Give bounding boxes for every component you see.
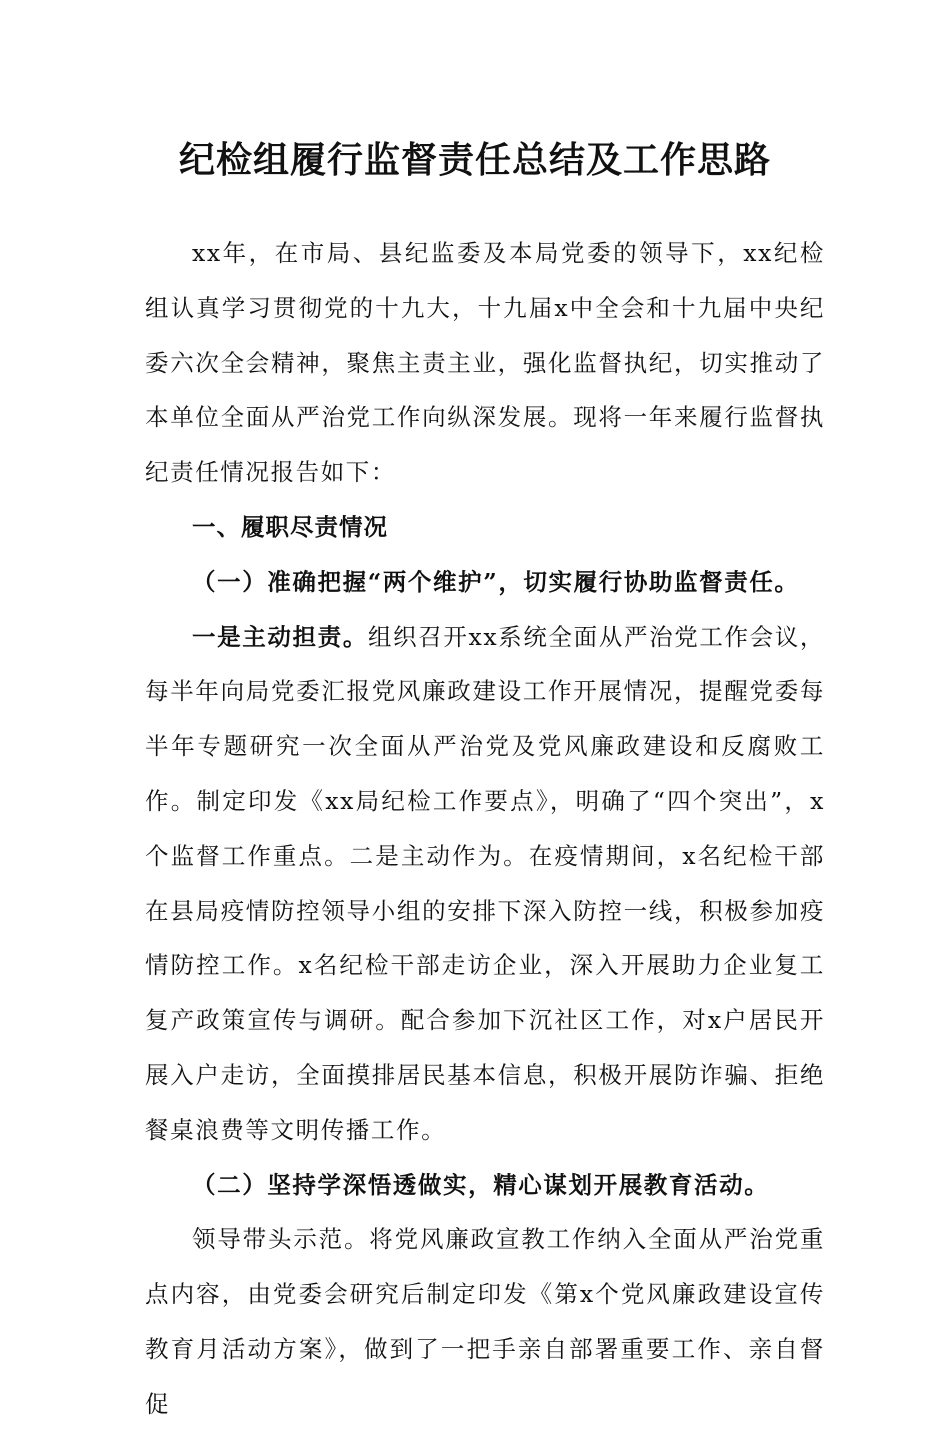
- section-heading-1-text: 一、履职尽责情况: [192, 512, 388, 541]
- body-paragraph-1: [145, 610, 825, 1158]
- intro-paragraph: [145, 226, 825, 500]
- section-heading-1: [145, 500, 825, 555]
- body-paragraph-2: [145, 1212, 825, 1431]
- intro-paragraph-text: xx年，在市局、县纪监委及本局党委的领导下，xx纪检组认真学习贯彻党的十九大，十九届x中全会和十九届中央纪委六次全会精神，聚焦主责主业，强化监督执纪，切实推动了本单位全面从严治党工作向纵深发展。现将一年来履行监督执纪责任情况报告如下：: [145, 239, 825, 487]
- subsection-heading-1-text: （一）准确把握“两个维护”，切实履行协助监督责任。: [192, 567, 800, 596]
- subsection-heading-1: [145, 555, 825, 610]
- document-body: [145, 226, 825, 1432]
- paragraph-lead-phrase: 一是主动担责。: [192, 622, 368, 651]
- body-paragraph-1-text: 组织召开xx系统全面从严治党工作会议，每半年向局党委汇报党风廉政建设工作开展情况，提醒党委每半年专题研究一次全面从严治党及党风廉政建设和反腐败工作。制定印发《xx局纪检工作要点》，明确了“四个突出”，x个监督工作重点。二是主动作为。在疫情期间，x名纪检干部在县局疫情防控领导小组的安排下深入防控一线，积极参加疫情防控工作。x名纪检干部走访企业，深入开展助力企业复工复产政策宣传与调研。配合参加下沉社区工作，对x户居民开展入户走访，全面摸排居民基本信息，积极开展防诈骗、拒绝餐桌浪费等文明传播工作。: [145, 622, 826, 1144]
- body-paragraph-2-text: 领导带头示范。将党风廉政宣教工作纳入全面从严治党重点内容，由党委会研究后制定印发《第x个党风廉政建设宣传教育月活动方案》，做到了一把手亲自部署重要工作、亲自督促: [145, 1225, 825, 1418]
- subsection-heading-2: [145, 1158, 825, 1213]
- document-title: 纪检组履行监督责任总结及工作思路: [178, 139, 771, 181]
- subsection-heading-2-text: （二）坚持学深悟透做实，精心谋划开展教育活动。: [192, 1170, 770, 1199]
